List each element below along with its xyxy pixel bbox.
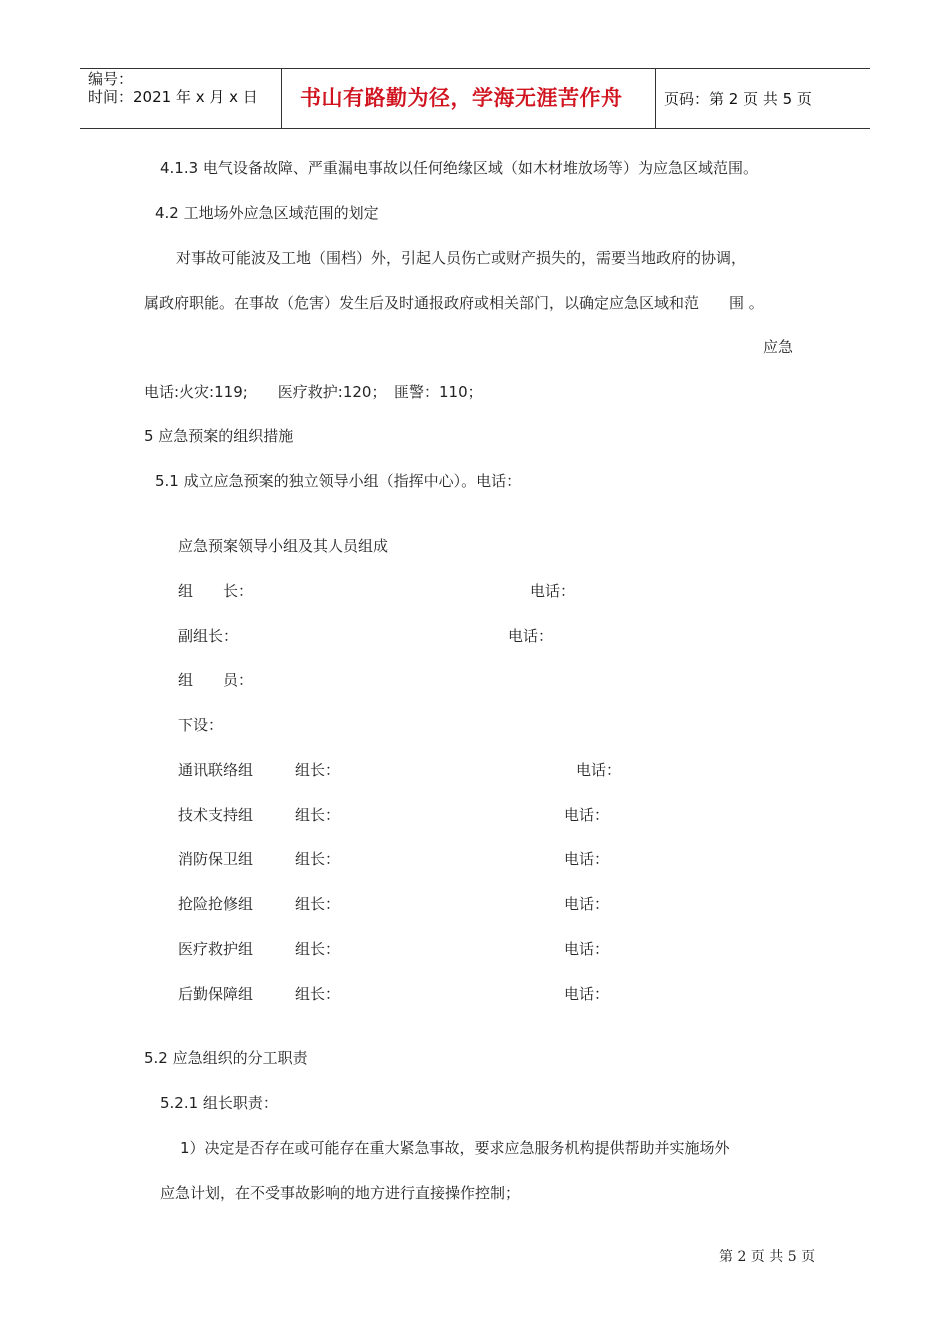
heading-5-2-1: 5.2.1 组长职责： bbox=[160, 1094, 278, 1112]
sub-groups-label: 下设： bbox=[178, 716, 224, 734]
paragraph-4-2-line2: 属政府职能。在事故（危害）发生后及时通报政府或相关部门，以确定应急区域和范 围 。 bbox=[144, 294, 764, 312]
heading-5-1: 5.1 成立应急预案的独立领导小组（指挥中心）。电话： bbox=[155, 472, 522, 490]
group-leader-label: 组长： bbox=[295, 895, 341, 913]
footer-page-number: 第 2 页 共 5 页 bbox=[719, 1249, 816, 1265]
group-phone-label: 电话： bbox=[564, 806, 610, 824]
duty-1-line2: 应急计划，在不受事故影响的地方进行直接操作控制； bbox=[160, 1184, 521, 1202]
group-leader-label: 组长： bbox=[295, 985, 341, 1003]
group-name: 通讯联络组 bbox=[178, 761, 254, 779]
heading-4-2: 4.2 工地场外应急区域范围的划定 bbox=[155, 204, 379, 222]
header-page-label: 页码：第 2 页 共 5 页 bbox=[664, 90, 812, 108]
group-leader-label: 组长： bbox=[295, 940, 341, 958]
section-4-1-3: 4.1.3 电气设备故障、严重漏电事故以任何绝缘区域（如木材堆放场等）为应急区域范围。 bbox=[160, 159, 758, 177]
header-motto: 书山有路勤为径，学海无涯苦作舟 bbox=[300, 86, 623, 110]
emergency-phone-line: 电话:火灾:119; 医疗救护:120； 匪警：110； bbox=[144, 383, 483, 401]
emergency-word: 应急 bbox=[763, 338, 794, 356]
group-name: 技术支持组 bbox=[178, 806, 254, 824]
leader-label: 组 长： bbox=[178, 582, 254, 600]
heading-5: 5 应急预案的组织措施 bbox=[144, 427, 294, 445]
group-phone-label: 电话： bbox=[564, 850, 610, 868]
group-leader-label: 组长： bbox=[295, 850, 341, 868]
leader-group-title: 应急预案领导小组及其人员组成 bbox=[178, 537, 389, 555]
header-divider-left bbox=[281, 68, 282, 129]
serial-label: 编号： bbox=[88, 70, 134, 88]
paragraph-4-2-line1: 对事故可能波及工地（围档）外，引起人员伤亡或财产损失的，需要当地政府的协调， bbox=[176, 249, 747, 267]
deputy-phone-label: 电话： bbox=[508, 627, 554, 645]
deputy-leader-label: 副组长： bbox=[178, 627, 239, 645]
leader-phone-label: 电话： bbox=[530, 582, 576, 600]
header-time: 时间：2021 年 x 月 x 日 bbox=[88, 88, 258, 106]
group-phone-label: 电话： bbox=[564, 895, 610, 913]
group-phone-label: 电话： bbox=[576, 761, 622, 779]
group-leader-label: 组长： bbox=[295, 806, 341, 824]
group-leader-label: 组长： bbox=[295, 761, 341, 779]
header-bottom-border bbox=[80, 128, 870, 129]
group-name: 抢险抢修组 bbox=[178, 895, 254, 913]
group-name: 医疗救护组 bbox=[178, 940, 254, 958]
group-phone-label: 电话： bbox=[564, 940, 610, 958]
group-name: 消防保卫组 bbox=[178, 850, 254, 868]
group-phone-label: 电话： bbox=[564, 985, 610, 1003]
duty-1-line1: 1）决定是否存在或可能存在重大紧急事故，要求应急服务机构提供帮助并实施场外 bbox=[180, 1139, 730, 1157]
group-name: 后勤保障组 bbox=[178, 985, 254, 1003]
heading-5-2: 5.2 应急组织的分工职责 bbox=[144, 1049, 308, 1067]
member-label: 组 员： bbox=[178, 671, 254, 689]
header-divider-right bbox=[655, 68, 656, 129]
header-top-border bbox=[80, 68, 870, 69]
